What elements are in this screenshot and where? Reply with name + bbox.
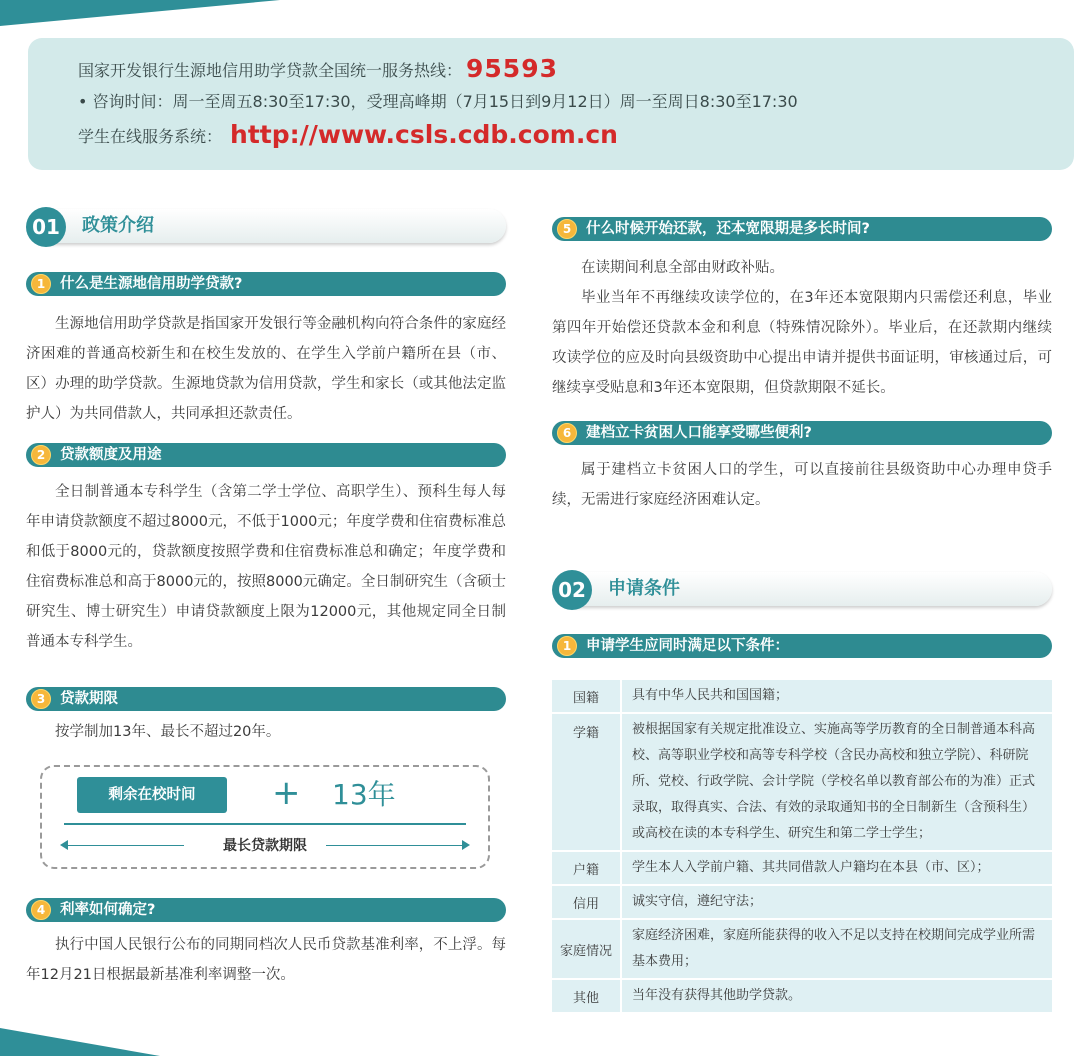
answer-paragraph: 在读期间利息全部由财政补贴。	[581, 260, 784, 276]
arrow-right-icon	[462, 840, 470, 850]
section-number: 01	[26, 207, 66, 247]
answer-paragraph: 毕业当年不再继续攻读学位的，在3年还本宽限期内只需偿还利息，毕业第四年开始偿还贷款本金和利息（特殊情况除外）。毕业后，在还款期内继续攻读学位的应及时向县级资助中心提出申请并提供书面证明，审核通过后，可继续享受贴息和3年还本宽限期，但贷款期限不延长。	[552, 290, 1052, 396]
plus-sign: +	[272, 773, 301, 813]
hotline-banner	[28, 38, 1074, 170]
question-number-icon: 1	[557, 636, 577, 656]
question-number-icon: 2	[31, 445, 51, 465]
question-header	[552, 421, 1052, 445]
question-title: 申请学生应同时满足以下条件：	[586, 638, 789, 654]
arrow-line	[326, 845, 466, 846]
hotline-row	[78, 52, 1074, 85]
condition-value: 家庭经济困难，家庭所能获得的收入不足以支持在校期间完成学业所需基本费用；	[621, 919, 1052, 979]
table-row	[552, 680, 1052, 713]
table-row	[552, 979, 1052, 1013]
question-header	[26, 443, 506, 467]
left-column	[26, 205, 506, 747]
condition-value: 被根据国家有关规定批准设立、实施高等学历教育的全日制普通本科高校、高等职业学校和高等专科学校（含民办高校和独立学院）、科研院所、党校、行政学院、会计学院（学校名单以教育部公布的为准）正式录取，取得真实、合法、有效的录取通知书的全日制新生（含预科生）或高校在读的本专科学生、研究生和第二学士学生；	[621, 713, 1052, 851]
section-header-policy	[26, 205, 506, 245]
corner-decoration	[0, 0, 280, 26]
answer-paragraph: 按学制加13年、最长不超过20年。	[55, 724, 281, 740]
question-header	[26, 272, 506, 296]
condition-key: 其他	[552, 979, 621, 1013]
hotline-label: 国家开发银行生源地信用助学贷款全国统一服务热线：	[78, 61, 463, 80]
question-title: 什么时候开始还款，还本宽限期是多长时间?	[586, 221, 870, 237]
question-header	[26, 687, 506, 711]
remaining-school-time-box: 剩余在校时间	[77, 777, 227, 813]
condition-value: 学生本人入学前户籍、其共同借款人户籍均在本县（市、区）；	[621, 851, 1052, 885]
hotline-number: 95593	[466, 54, 558, 83]
question-title: 建档立卡贫困人口能享受哪些便利?	[586, 425, 812, 441]
service-hours: • 咨询时间：周一至周五8:30至17:30，受理高峰期（7月15日到9月12日）周一至周日8:30至17:30	[78, 92, 798, 111]
table-row	[552, 919, 1052, 979]
right-column	[552, 217, 1052, 515]
divider-line	[64, 823, 466, 825]
table-row	[552, 851, 1052, 885]
corner-decoration	[0, 1028, 160, 1056]
condition-value: 当年没有获得其他助学贷款。	[621, 979, 1052, 1013]
question-header	[552, 217, 1052, 241]
condition-value: 诚实守信，遵纪守法；	[621, 885, 1052, 919]
condition-key: 学籍	[552, 713, 621, 851]
online-system-row	[78, 118, 1074, 151]
answer-paragraph: 全日制普通本专科学生（含第二学士学位、高职学生）、预科生每人每年申请贷款额度不超过8000元，不低于1000元；年度学费和住宿费标准总和低于8000元的，贷款额度按照学费和住宿费标准总和确定；年度学费和住宿费标准总和高于8000元的，按照8000元确定。全日制研究生（含硕士研究生、博士研究生）申请贷款额度上限为12000元，其他规定同全日制普通本专科学生。	[26, 484, 506, 650]
conditions-table	[552, 680, 1052, 1014]
question-number-icon: 6	[557, 423, 577, 443]
loan-term-diagram	[40, 765, 490, 869]
section-title: 申请条件	[608, 578, 680, 599]
question-header	[552, 634, 1052, 658]
max-term-label: 最长贷款期限	[223, 838, 307, 854]
question-title: 什么是生源地信用助学贷款?	[60, 276, 243, 292]
left-column-bottom	[26, 898, 506, 990]
condition-key: 国籍	[552, 680, 621, 713]
section-number: 02	[552, 570, 592, 610]
condition-key: 信用	[552, 885, 621, 919]
condition-key: 户籍	[552, 851, 621, 885]
question-number-icon: 4	[31, 900, 51, 920]
table-row	[552, 885, 1052, 919]
online-system-label: 学生在线服务系统：	[78, 127, 223, 146]
section-header-conditions	[552, 568, 1052, 608]
extra-years: 13年	[332, 778, 396, 811]
condition-key: 家庭情况	[552, 919, 621, 979]
question-title: 贷款额度及用途	[60, 447, 162, 463]
question-number-icon: 1	[31, 274, 51, 294]
question-title: 贷款期限	[60, 691, 118, 707]
online-system-link[interactable]: http://www.csls.cdb.com.cn	[230, 120, 618, 149]
section-title: 政策介绍	[82, 215, 154, 236]
question-header	[26, 898, 506, 922]
answer-paragraph: 生源地信用助学贷款是指国家开发银行等金融机构向符合条件的家庭经济困难的普通高校新生和在校生发放的、在学生入学前户籍所在县（市、区）办理的助学贷款。生源地贷款为信用贷款，学生和家长（或其他法定监护人）为共同借款人，共同承担还款责任。	[26, 316, 506, 422]
answer-paragraph: 执行中国人民银行公布的同期同档次人民币贷款基准利率，不上浮。每年12月21日根据最新基准利率调整一次。	[26, 937, 506, 983]
table-row	[552, 713, 1052, 851]
section-conditions	[552, 568, 1052, 658]
question-number-icon: 5	[557, 219, 577, 239]
condition-value: 具有中华人民共和国国籍；	[621, 680, 1052, 713]
answer-paragraph: 属于建档立卡贫困人口的学生，可以直接前往县级资助中心办理申贷手续，无需进行家庭经济困难认定。	[552, 462, 1052, 508]
question-title: 利率如何确定?	[60, 902, 156, 918]
question-number-icon: 3	[31, 689, 51, 709]
